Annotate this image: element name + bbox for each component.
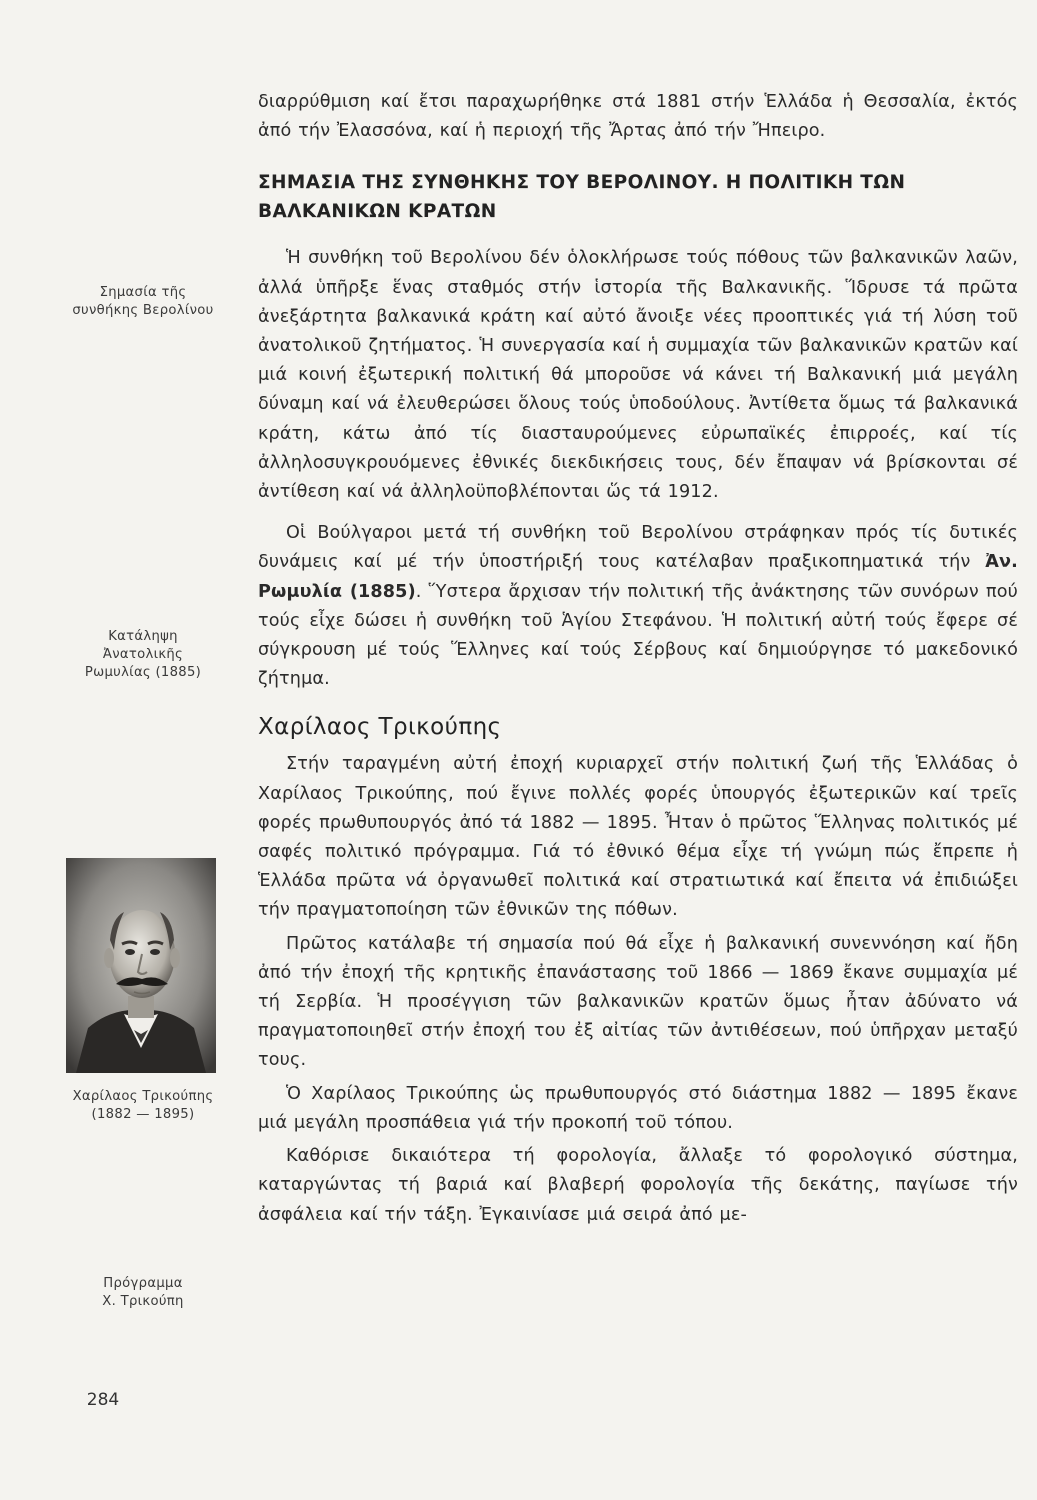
sidenote-program [58,1275,228,1311]
sidenote-line: Χαρίλαος Τρικούπης [72,1089,214,1104]
trikoupis-subheading: Χαρίλαος Τρικούπης [258,714,502,741]
bold-term-eastern-rumelia: Ἀν. Ρωμυλία (1885) [258,552,1018,602]
importance-paragraph: Ἡ συνθήκη τοῦ Βερολίνου δέν ὁλοκλήρωσε τούς πόθους τῶν βαλκανικῶν λαῶν, ἀλλά ὑπῆρξε ἕνας σταθμός στήν ἱστορία τῆς Βαλκανικῆς. Ἵδρυσε τά πρῶτα ἀνεξάρτητα βαλκανικά κράτη καί αὐτό ἄνοιξε νέες προοπτικές γιά τή λύση τοῦ ἀνατολικοῦ ζητήματος. Ἡ συνεργασία καί ἡ συμμαχία τῶν βαλκανικῶν κρατῶν καί μιά κοινή ἐξωτερική πολιτική θά μποροῦσε νά κάνει τή Βαλκανική μιά μεγάλη δύναμη καί νά ἐλευθερώσει ὅλους τούς ὑποδούλους. Ἀντίθετα ὅμως τά βαλκανικά κράτη, κάτω ἀπό τίς διασταυρούμενες εὐρωπαϊκές ἐπιρροές, καί τίς ἀλληλοσυγκρουόμενες ἐθνικές διεκδικήσεις τους, δέν ἔπαψαν νά βρίσκονται σέ ἀντίθεση καί νά ἀλληλοϋποβλέπονται ὥς τά 1912. [258,248,1018,503]
trikoupis-paragraph: Ὁ Χαρίλαος Τρικούπης ὡς πρωθυπουργός στό διάστημα 1882 — 1895 ἔκανε μιά μεγάλη προσπάθεια γιά τήν προκοπή τοῦ τόπου. [258,1083,1018,1133]
main-text-column [258,88,1018,1230]
sidenote-line: Πρόγραμμα [103,1276,183,1291]
intro-paragraph: διαρρύθμιση καί ἔτσι παραχωρήθηκε στά 1881 στήν Ἑλλάδα ἡ Θεσσαλία, ἐκτός ἀπό τήν Ἐλασσόνα, καί ἡ περιοχή τῆς Ἄρτας ἀπό τήν Ἤπειρο. [258,92,1018,142]
sidenote-line: Ρωμυλίας (1885) [84,665,202,680]
sidenote-portrait-caption [58,1088,228,1124]
trikoupis-paragraph: Καθόρισε δικαιότερα τή φορολογία, ἄλλαξε τό φορολογικό σύστημα, καταργώντας τή βαριά καί βλαβερή φορολογία τῆς δεκάτης, παγίωσε τήν ἀσφάλεια καί τήν τάξη. Ἐγκαινίασε μιά σειρά ἀπό με- [258,1146,1018,1225]
sidenote-line: Ἀνατολικῆς [102,647,184,662]
sidenote-line: Χ. Τρικούπη [102,1294,184,1309]
sidenote-line: (1882 — 1895) [91,1107,195,1122]
trikoupis-paragraph: Στήν ταραγμένη αὐτή ἐποχή κυριαρχεῖ στήν πολιτική ζωή τῆς Ἑλλάδας ὁ Χαρίλαος Τρικούπης, πού ἔγινε πολλές φορές ὑπουργός ἐξωτερικῶν καί τρεῖς φορές πρωθυπουργός ἀπό τά 1882 — 1895. Ἦταν ὁ πρῶτος Ἕλληνας πολιτικός μέ σαφές πολιτικό πρόγραμμα. Γιά τό ἐθνικό θέμα εἶχε τή γνώμη πώς ἔπρεπε ἡ Ἑλλάδα πρῶτα νά ὀργανωθεῖ πολιτικά καί στρατιωτικά καί ἔπειτα νά ἐπιδιώξει τήν πραγματοποίηση τῶν ἐθνικῶν της πόθων. [258,754,1018,921]
sidenote-line: Σημασία τῆς [99,285,187,300]
section-heading: ΣΗΜΑΣΙΑ ΤΗΣ ΣΥΝΘΗΚΗΣ ΤΟΥ ΒΕΡΟΛΙΝΟΥ. Η ΠΟΛΙΤΙΚΗ ΤΩΝ ΒΑΛΚΑΝΙΚΩΝ ΚΡΑΤΩΝ [258,172,906,223]
portrait-photo [66,858,216,1073]
trikoupis-paragraph: Πρῶτος κατάλαβε τή σημασία πού θά εἶχε ἡ βαλκανική συνεννόηση καί ἤδη ἀπό τήν ἐποχή τῆς κρητικῆς ἐπανάστασης τοῦ 1866 — 1869 ἔκανε συμμαχία μέ τή Σερβία. Ἡ προσέγγιση τῶν βαλκανικῶν κρατῶν ὅμως ἦταν ἀδύνατο νά πραγματοποιηθεῖ στήν ἐποχή του ἐξ αἰτίας τῶν ἀντιθέσεων, πού ὑπῆρχαν μεταξύ τους. [258,933,1018,1071]
sidenote-line: συνθήκης Βερολίνου [72,303,214,318]
sidenote-line: Κατάληψη [108,629,178,644]
paragraph-text: Οἱ Βούλγαροι μετά τή συνθήκη τοῦ Βερολίνου στράφηκαν πρός τίς δυτικές δυνάμεις καί μέ τήν ὑποστήριξή τους κατέλαβαν πραξικοπηματικά τήν [258,523,1018,573]
page-number: 284 [86,1390,120,1410]
paragraph-text: . Ὕστερα ἄρχισαν τήν πολιτική τῆς ἀνάκτησης τῶν συνόρων πού τούς εἶχε δώσει ἡ συνθήκη τοῦ Ἁγίου Στεφάνου. Ἡ πολιτική αὐτή τούς ἔφερε σέ σύγκρουση μέ τούς Ἕλληνες καί τούς Σέρβους καί δημιούργησε τό μακεδονικό ζήτημα. [258,581,1018,690]
sidenote-occupation [58,628,228,682]
sidenote-importance [58,284,228,320]
bulgarians-paragraph [258,519,1018,694]
